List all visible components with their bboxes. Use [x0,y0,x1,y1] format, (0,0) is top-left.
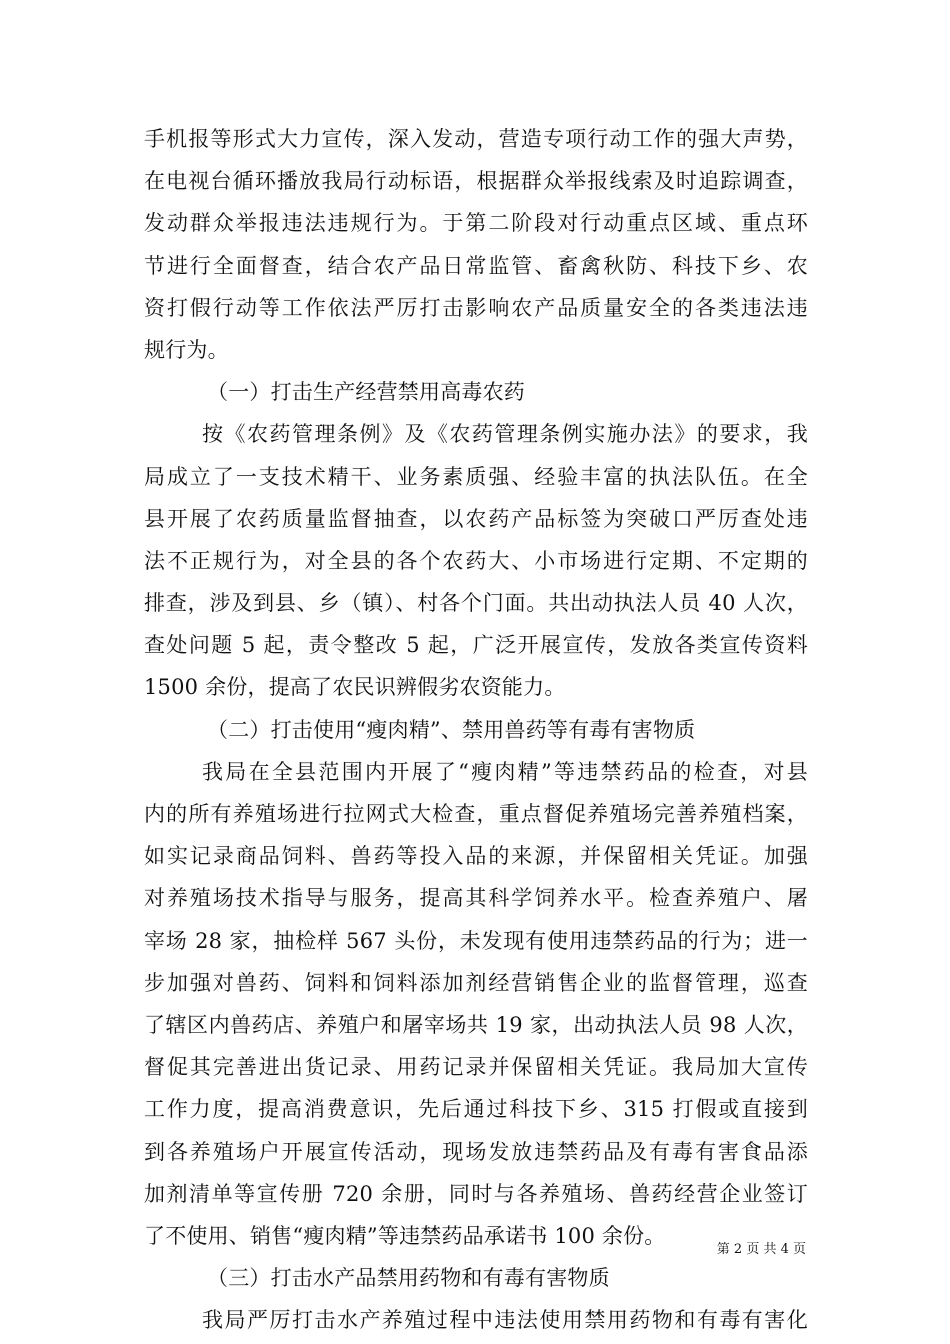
section-body-2 [144,751,808,1257]
section-heading-1: （一）打击生产经营禁用高毒农药 [207,380,525,405]
text-line: 督促其完善进出货记录、用药记录并保留相关凭证。我局加大宣传 [144,1055,808,1080]
text-line: 宰场 28 家，抽检样 567 头份，未发现有使用违禁药品的行为；进一 [144,928,808,953]
text-line: 排查，涉及到县、乡（镇）、村各个门面。共出动执法人员 40 人次， [144,591,808,616]
section-heading-3: （三）打击水产品禁用药物和有毒有害物质 [207,1266,610,1291]
text-line: 局成立了一支技术精干、业务素质强、经验丰富的执法队伍。在全 [144,464,808,489]
text-line: 按《农药管理条例》及《农药管理条例实施办法》的要求，我 [202,422,808,447]
text-line: 县开展了农药质量监督抽查，以农药产品标签为突破口严厉查处违 [144,506,808,531]
text-line: 1500 余份，提高了农民识辨假劣农资能力。 [144,675,566,700]
text-line: 资打假行动等工作依法严厉打击影响农产品质量安全的各类违法违 [144,295,808,320]
text-line: 工作力度，提高消费意识，先后通过科技下乡、315 打假或直接到 [144,1097,808,1122]
text-line: 了辖区内兽药店、养殖户和屠宰场共 19 家，出动执法人员 98 人次， [144,1012,808,1037]
section-body-3 [144,1299,808,1341]
text-line: 在电视台循环播放我局行动标语，根据群众举报线索及时追踪调查， [144,169,808,194]
section-heading-2: （二）打击使用“瘦肉精”、禁用兽药等有毒有害物质 [207,717,696,742]
text-line: 我局严厉打击水产养殖过程中违法使用禁用药物和有毒有害化 [202,1308,808,1333]
section-body-1 [144,413,808,708]
text-line: 如实记录商品饲料、兽药等投入品的来源，并保留相关凭证。加强 [144,844,808,869]
text-line: 对养殖场技术指导与服务，提高其科学饲养水平。检查养殖户、屠 [144,886,808,911]
text-line: 到各养殖场户开展宣传活动，现场发放违禁药品及有毒有害食品添 [144,1139,808,1164]
text-line: 规行为。 [144,337,229,362]
text-line: 法不正规行为，对全县的各个农药大、小市场进行定期、不定期的 [144,548,808,573]
paragraph-continuation [144,118,808,371]
text-line: 加剂清单等宣传册 720 余册，同时与各养殖场、兽药经营企业签订 [144,1181,808,1206]
text-line: 了不使用、销售“瘦肉精”等违禁药品承诺书 100 余份。 [144,1223,666,1248]
text-line: 步加强对兽药、饲料和饲料添加剂经营销售企业的监督管理，巡查 [144,970,808,995]
text-line: 发动群众举报违法违规行为。于第二阶段对行动重点区域、重点环 [144,211,808,236]
text-line: 手机报等形式大力宣传，深入发动，营造专项行动工作的强大声势， [144,127,808,151]
document-body [144,118,808,1341]
text-line: 节进行全面督查，结合农产品日常监管、畜禽秋防、科技下乡、农 [144,253,808,278]
text-line: 查处问题 5 起，责令整改 5 起，广泛开展宣传，发放各类宣传资料 [144,633,808,658]
page-number: 第 2 页 共 4 页 [716,1242,806,1257]
text-line: 内的所有养殖场进行拉网式大检查，重点督促养殖场完善养殖档案， [144,802,808,826]
text-line: 我局在全县范围内开展了“瘦肉精”等违禁药品的检查，对县 [202,759,808,784]
